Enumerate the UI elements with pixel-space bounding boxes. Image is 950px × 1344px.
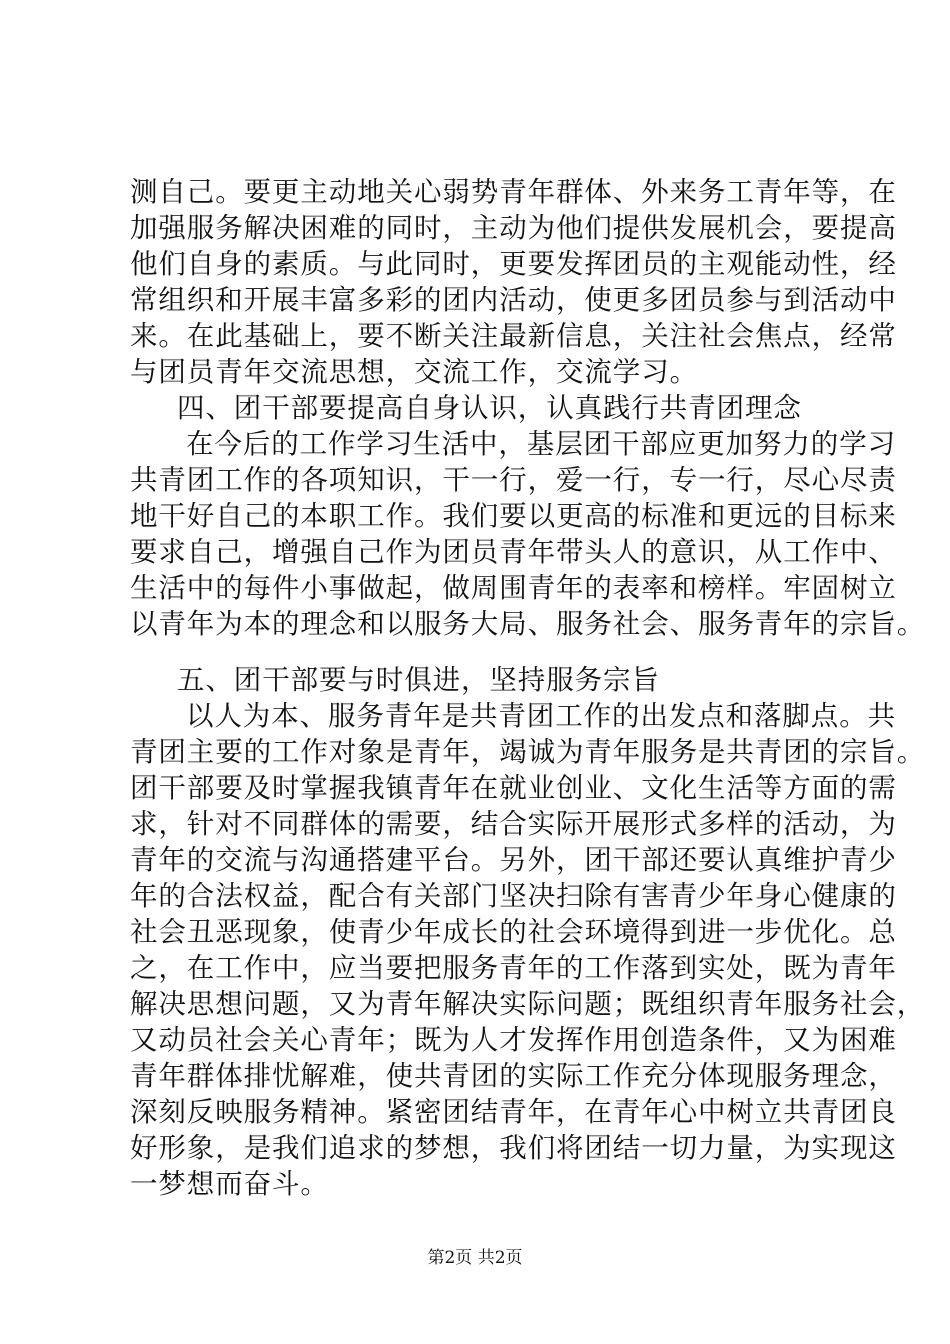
paragraph-line: 以青年为本的理念和以服务大局、服务社会、服务青年的宗旨。 — [130, 608, 926, 640]
paragraph-line: 加强服务解决困难的同时，主动为他们提供发展机会，要提高 — [130, 212, 897, 244]
paragraph-line: 团干部要及时掌握我镇青年在就业创业、文化生活等方面的需 — [130, 772, 897, 804]
paragraph-line: 以人为本、服务青年是共青团工作的出发点和落脚点。共 — [186, 700, 896, 732]
paragraph-line: 青团主要的工作对象是青年，竭诚为青年服务是共青团的宗旨。 — [130, 736, 926, 768]
paragraph-line: 年的合法权益，配合有关部门坚决扫除有害青少年身心健康的 — [130, 880, 897, 912]
paragraph-line: 来。在此基础上，要不断关注最新信息，关注社会焦点，经常 — [130, 320, 897, 352]
paragraph-line: 之，在工作中，应当要把服务青年的工作落到实处，既为青年 — [130, 952, 897, 984]
paragraph-line: 测自己。要更主动地关心弱势青年群体、外来务工青年等，在 — [130, 176, 897, 208]
section-heading: 四、团干部要提高自身认识，认真践行共青团理念 — [177, 392, 802, 424]
paragraph-line: 青年的交流与沟通搭建平台。另外，团干部还要认真维护青少 — [130, 844, 897, 876]
paragraph-line: 一梦想而奋斗。 — [130, 1168, 329, 1200]
section-heading: 五、团干部要与时俱进，坚持服务宗旨 — [177, 664, 660, 696]
paragraph-line: 又动员社会关心青年；既为人才发挥作用创造条件，又为困难 — [130, 1024, 897, 1056]
paragraph-line: 地干好自己的本职工作。我们要以更高的标准和更远的目标来 — [130, 500, 897, 532]
paragraph-line: 青年群体排忧解难，使共青团的实际工作充分体现服务理念， — [130, 1060, 897, 1092]
paragraph-line: 社会丑恶现象，使青少年成长的社会环境得到进一步优化。总 — [130, 916, 897, 948]
paragraph-line: 他们自身的素质。与此同时，更要发挥团员的主观能动性，经 — [130, 248, 897, 280]
paragraph-line: 好形象，是我们追求的梦想，我们将团结一切力量，为实现这 — [130, 1132, 897, 1164]
paragraph-line: 求，针对不同群体的需要，结合实际开展形式多样的活动，为 — [130, 808, 897, 840]
paragraph-line: 常组织和开展丰富多彩的团内活动，使更多团员参与到活动中 — [130, 284, 897, 316]
paragraph-line: 与团员青年交流思想，交流工作，交流学习。 — [130, 356, 698, 388]
paragraph-line: 在今后的工作学习生活中，基层团干部应更加努力的学习 — [186, 428, 896, 460]
paragraph-line: 共青团工作的各项知识，干一行，爱一行，专一行，尽心尽责 — [130, 464, 897, 496]
paragraph-line: 生活中的每件小事做起，做周围青年的表率和榜样。牢固树立 — [130, 572, 897, 604]
paragraph-line: 解决思想问题，又为青年解决实际问题；既组织青年服务社会， — [130, 988, 926, 1020]
page-number-footer: 第2页 共2页 — [427, 1248, 523, 1268]
paragraph-line: 深刻反映服务精神。紧密团结青年，在青年心中树立共青团良 — [130, 1096, 897, 1128]
paragraph-line: 要求自己，增强自己作为团员青年带头人的意识，从工作中、 — [130, 536, 897, 568]
